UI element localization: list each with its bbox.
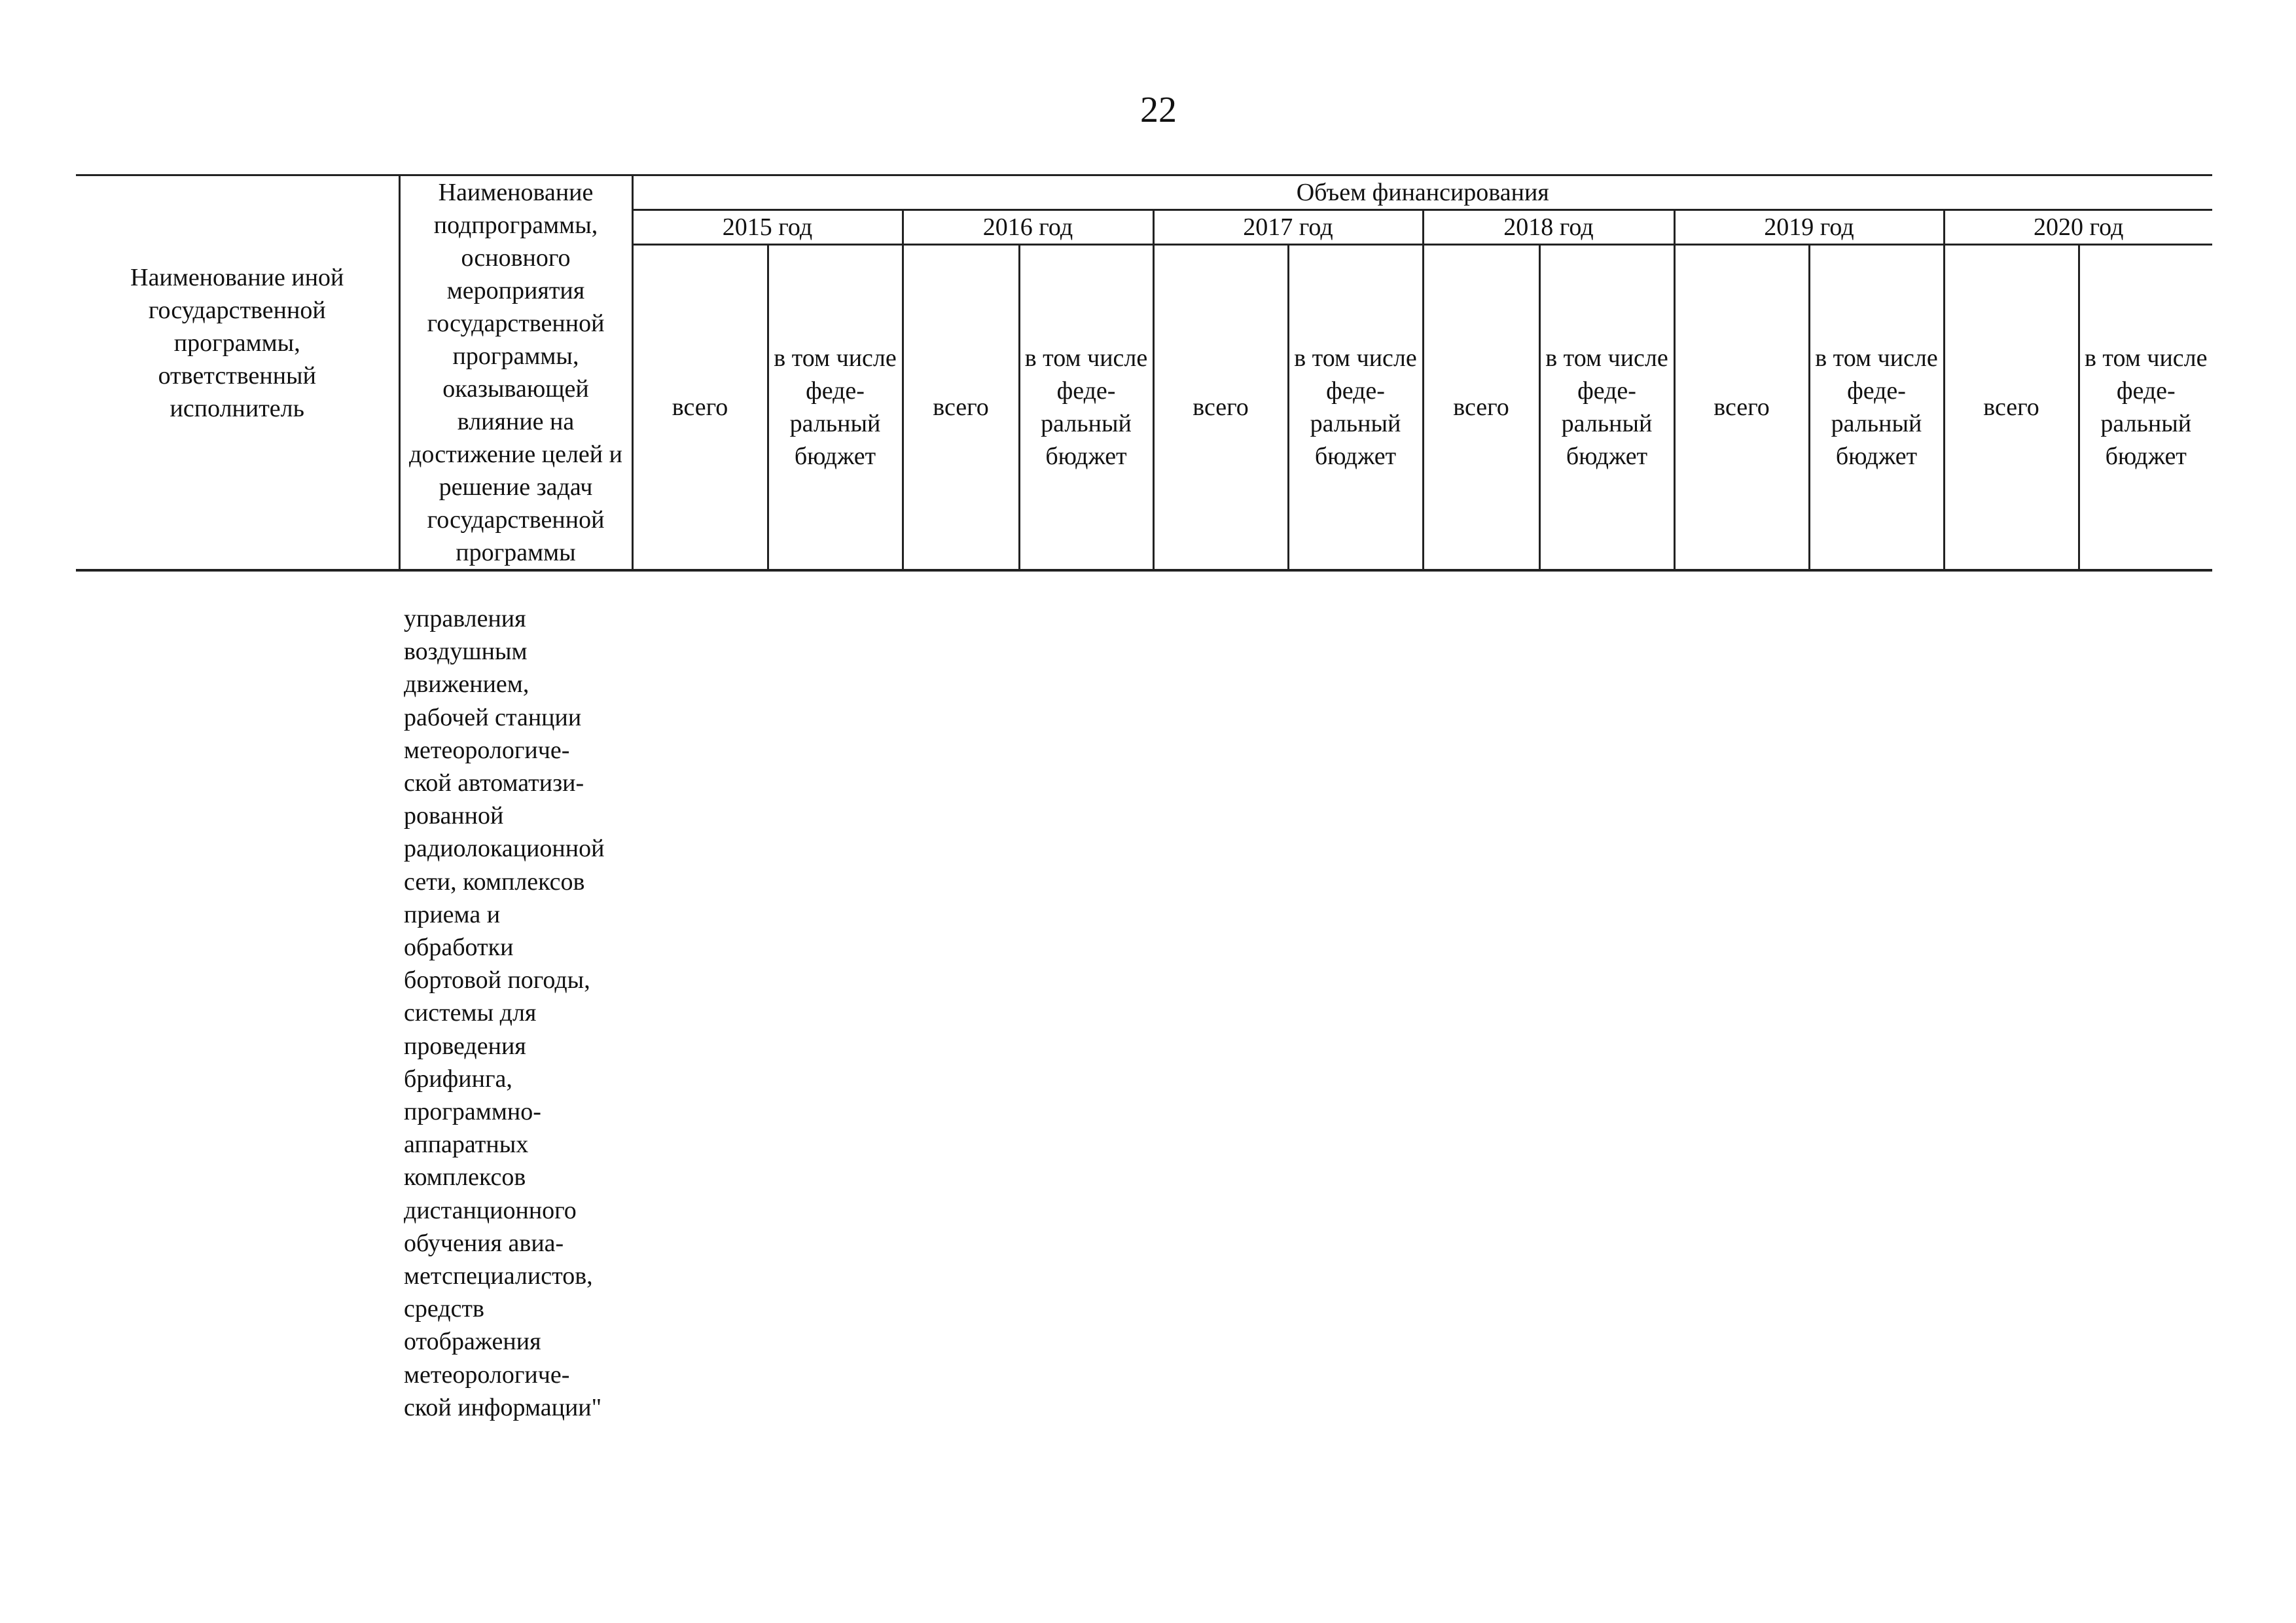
header-row-funding <box>76 175 2212 210</box>
header-subprogram-name-text: Наименование подпрограммы, основного мероприятия государственной программы, оказывающей влияние на достижение целей и решение задач государственной программы <box>409 179 622 566</box>
header-program-name <box>76 175 399 571</box>
header-2019-total: всего <box>1674 245 1809 571</box>
header-funding-volume: Объем финансирования <box>632 175 2212 210</box>
header-2017-total: всего <box>1153 245 1288 571</box>
header-subprogram-name <box>399 175 632 571</box>
page-number: 22 <box>1140 90 1177 130</box>
header-2019-federal: в том числе феде- ральный бюджет <box>1809 245 1944 571</box>
financing-table <box>76 174 2212 572</box>
header-2017-federal: в том числе феде- ральный бюджет <box>1288 245 1423 571</box>
header-2016-total: всего <box>903 245 1019 571</box>
header-2020-federal: в том числе феде- ральный бюджет <box>2079 245 2212 571</box>
header-2018-total: всего <box>1423 245 1539 571</box>
header-year-2017: 2017 год <box>1153 210 1423 245</box>
header-year-2015: 2015 год <box>632 210 903 245</box>
header-year-2020: 2020 год <box>1944 210 2212 245</box>
header-2015-federal: в том числе феде- ральный бюджет <box>768 245 903 571</box>
header-year-2018: 2018 год <box>1423 210 1674 245</box>
header-year-2019: 2019 год <box>1674 210 1944 245</box>
header-2020-total: всего <box>1944 245 2079 571</box>
header-2015-total: всего <box>632 245 768 571</box>
header-year-2016: 2016 год <box>903 210 1153 245</box>
header-2016-federal: в том числе феде- ральный бюджет <box>1019 245 1153 571</box>
header-2018-federal: в том числе феде- ральный бюджет <box>1539 245 1674 571</box>
header-program-name-text: Наименование иной государственной программы, ответственный исполнитель <box>130 264 344 422</box>
subprogram-continuation-text: управления воздушным движением, рабочей станции метеорологиче- ской автоматизи- рованной радиолокационной сети, комплексов приема и обработки бортовой погоды, системы для проведения брифинга, программно- аппаратных комплексов дистанционного обучения авиа- метспециалистов, средств отображения метеорологиче- ской информации" <box>404 605 605 1421</box>
